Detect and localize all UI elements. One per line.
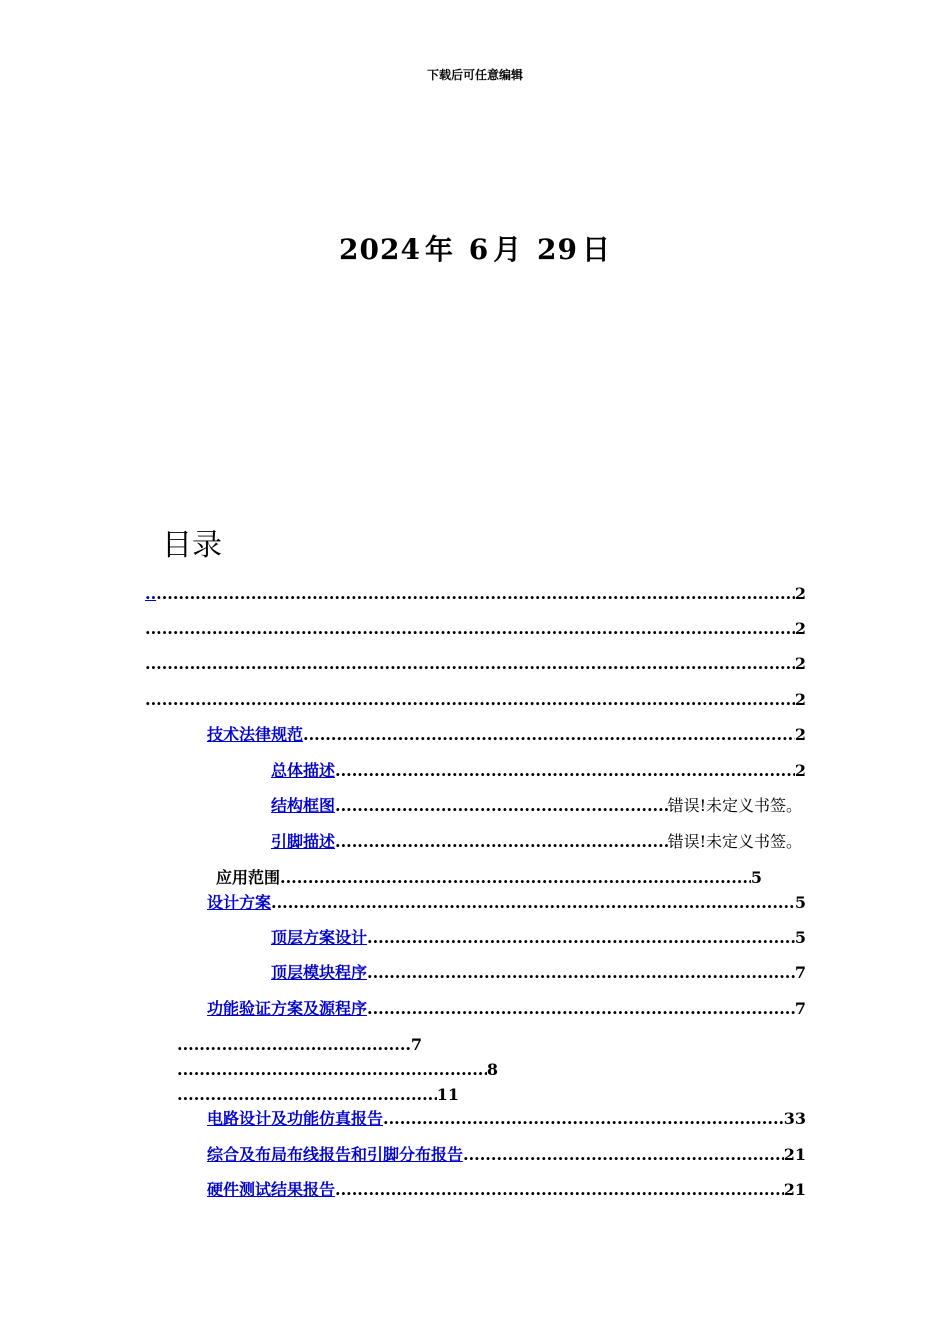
toc-page-number: 21 [783, 1180, 806, 1199]
toc-entry-link[interactable]: 总体描述 [271, 761, 336, 780]
toc-page-number: 2 [794, 584, 806, 603]
toc-leader [145, 688, 795, 712]
toc-page-number: 21 [783, 1145, 806, 1164]
toc-title: 目录 [162, 528, 222, 563]
toc-entry-link[interactable]: 技术法律规范 [207, 725, 304, 744]
toc-leader [280, 866, 751, 890]
toc-page-error: 错误!未定义书签。 [667, 832, 802, 851]
document-date [0, 228, 950, 268]
toc-leader [303, 723, 795, 747]
toc-leader [177, 1083, 437, 1107]
toc-entry-link[interactable]: .. [145, 584, 157, 603]
date-day: 29 [536, 233, 578, 266]
toc-leader [463, 1143, 784, 1167]
toc-entry[interactable] [207, 723, 806, 747]
toc-leader [335, 830, 668, 854]
toc-page-error: 错误!未定义书签。 [667, 796, 802, 815]
toc-leader [156, 582, 795, 606]
toc-leader [271, 891, 795, 915]
toc-leader [177, 1033, 411, 1057]
toc-entry-link[interactable]: 电路设计及功能仿真报告 [207, 1109, 384, 1128]
toc-leader [145, 617, 795, 641]
toc-entry [145, 688, 806, 712]
toc-entry-link[interactable]: 引脚描述 [271, 832, 336, 851]
toc-entry[interactable] [207, 1107, 806, 1131]
toc-page-number: 5 [794, 893, 806, 912]
toc-entry-link[interactable]: 顶层方案设计 [271, 928, 368, 947]
toc-entry-text: 应用范围 [216, 868, 281, 887]
toc-leader [367, 961, 795, 985]
toc-entry-link[interactable]: 硬件测试结果报告 [207, 1180, 336, 1199]
toc-entry[interactable] [207, 1143, 806, 1167]
toc-page-number: 2 [794, 690, 806, 709]
date-day-unit: 日 [581, 233, 611, 266]
toc-page-number: 11 [436, 1085, 459, 1104]
toc-entry [177, 1033, 422, 1057]
toc-page-number: 33 [783, 1109, 806, 1128]
toc-leader [367, 926, 795, 950]
toc-page-number: 2 [794, 761, 806, 780]
toc-entry[interactable] [145, 582, 806, 606]
toc-leader [335, 1178, 784, 1202]
date-year: 2024 [339, 233, 421, 266]
toc-entry[interactable] [271, 759, 806, 783]
toc-entry[interactable] [271, 926, 806, 950]
toc-page-number: 2 [794, 725, 806, 744]
toc-page-number: 2 [794, 654, 806, 673]
toc-entry [145, 617, 806, 641]
toc-leader [335, 759, 795, 783]
toc-leader [383, 1107, 784, 1131]
toc-page-number: 2 [794, 619, 806, 638]
date-month-unit: 月 [493, 233, 523, 266]
toc-entry [216, 866, 762, 890]
toc-entry-link[interactable]: 综合及布局布线报告和引脚分布报告 [207, 1145, 464, 1164]
toc-entry [177, 1058, 498, 1082]
date-month: 6 [468, 233, 490, 266]
toc-page-number: 5 [794, 928, 806, 947]
toc-entry-link[interactable]: 结构框图 [271, 796, 336, 815]
toc-entry[interactable] [207, 997, 806, 1021]
toc-entry [145, 652, 806, 676]
toc-leader [335, 794, 668, 818]
toc-page-number: 5 [750, 868, 762, 887]
toc-entry[interactable] [207, 891, 806, 915]
toc-entry-link[interactable]: 设计方案 [207, 893, 272, 912]
toc-page-number: 8 [486, 1060, 498, 1079]
toc-entry[interactable] [271, 961, 806, 985]
toc-page-number: 7 [410, 1035, 422, 1054]
toc-leader [145, 652, 795, 676]
toc-page-number: 7 [794, 999, 806, 1018]
toc-entry-link[interactable]: 顶层模块程序 [271, 963, 368, 982]
toc-entry-link[interactable]: 功能验证方案及源程序 [207, 999, 368, 1018]
date-year-unit: 年 [424, 233, 454, 266]
toc-entry [177, 1083, 459, 1107]
toc-page-number: 7 [794, 963, 806, 982]
toc-entry[interactable] [207, 1178, 806, 1202]
toc-entry[interactable] [271, 794, 802, 818]
toc-entry[interactable] [271, 830, 802, 854]
page-header: 下载后可任意编辑 [426, 68, 523, 82]
toc-leader [367, 997, 795, 1021]
toc-leader [177, 1058, 487, 1082]
